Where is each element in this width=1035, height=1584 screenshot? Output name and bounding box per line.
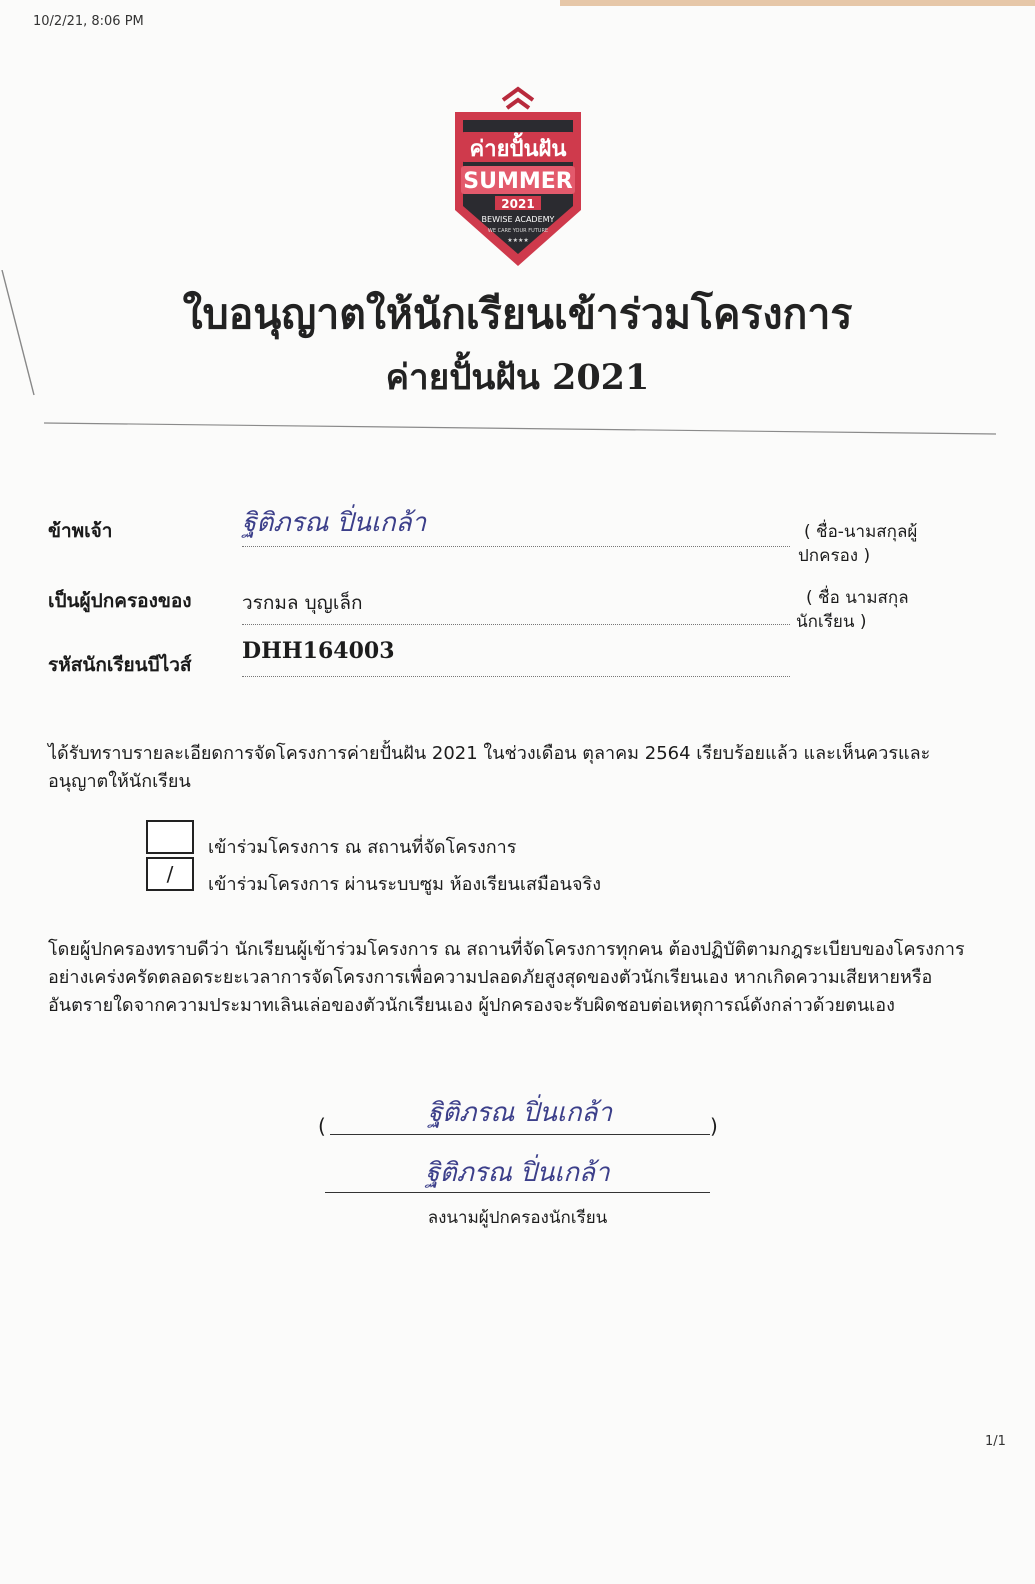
student-id-field[interactable]: [242, 638, 790, 677]
svg-text:SUMMER: SUMMER: [463, 169, 573, 194]
printed-name-line[interactable]: [325, 1152, 710, 1193]
liability-disclaimer: โดยผู้ปกครองทราบดีว่า นักเรียนผู้เข้าร่วมโครงการ ณ สถานที่จัดโครงการทุกคน ต้องปฏิบัติตามกฎระเบียบของโครงการอย่างเคร่งครัดตลอดระยะเวลาการจัดโครงการเพื่อความปลอดภัยสูงสุดของตัวนักเรียนเอง หากเกิดความเสียหายหรืออันตรายใดจากความประมาทเลินเล่อของตัวนักเรียนเอง ผู้ปกครองจะรับผิดชอบต่อเหตุการณ์ดังกล่าวด้วยตนเอง: [48, 939, 965, 1016]
print-timestamp: 10/2/21, 8:06 PM: [33, 14, 144, 29]
scan-border: [560, 0, 1035, 6]
signature-caption: ลงนามผู้ปกครองนักเรียน: [427, 1208, 608, 1228]
svg-text:WE CARE YOUR FUTURE: WE CARE YOUR FUTURE: [487, 228, 549, 234]
consent-statement: ได้รับทราบรายละเอียดการจัดโครงการค่ายปั้นฝัน 2021 ในช่วงเดือน ตุลาคม 2564 เรียบร้อยแล้ว และเห็นควรและอนุญาตให้นักเรียน: [48, 743, 931, 792]
camp-logo: [447, 86, 589, 270]
student-id-label: รหัสนักเรียนบีไวส์: [48, 654, 192, 676]
guardian-name-handwritten: ฐิติภรณ ปิ่นเกล้า: [242, 508, 427, 538]
student-field-note: ( ชื่อ นามสกุล นักเรียน ): [796, 588, 909, 632]
student-id-value: DHH164003: [242, 638, 395, 664]
signature-close-paren: ): [710, 1114, 718, 1138]
svg-text:★★★★: ★★★★: [507, 237, 529, 244]
svg-text:2021: 2021: [501, 197, 535, 211]
svg-text:BEWISE ACADEMY: BEWISE ACADEMY: [481, 215, 555, 224]
signature-handwritten: ฐิติภรณ ปิ่นเกล้า: [427, 1098, 613, 1128]
student-name-field[interactable]: [242, 588, 790, 625]
guardian-label: ข้าพเจ้า: [48, 520, 113, 542]
page-number: 1/1: [985, 1434, 1006, 1449]
svg-text:ค่ายปั้นฝัน: ค่ายปั้นฝัน: [469, 137, 567, 162]
option-zoom-checkbox[interactable]: /: [146, 857, 194, 891]
signature-line[interactable]: [330, 1092, 710, 1135]
printed-name-handwritten: ฐิติภรณ ปิ่นเกล้า: [425, 1158, 610, 1188]
option-onsite-checkbox[interactable]: [146, 820, 194, 854]
form-title: ใบอนุญาตให้นักเรียนเข้าร่วมโครงการ: [182, 290, 853, 338]
signature-open-paren: (: [318, 1114, 326, 1138]
option-zoom-label: เข้าร่วมโครงการ ผ่านระบบซูม ห้องเรียนเสมือนจริง: [208, 874, 601, 895]
guardian-name-field[interactable]: [242, 502, 790, 547]
guardian-field-note: ( ชื่อ-นามสกุลผู้ ปกครอง ): [798, 522, 918, 566]
form-subtitle: ค่ายปั้นฝัน 2021: [385, 357, 650, 398]
student-label: เป็นผู้ปกครองของ: [48, 590, 192, 612]
title-divider: [44, 422, 996, 438]
option-onsite-label: เข้าร่วมโครงการ ณ สถานที่จัดโครงการ: [208, 837, 517, 858]
student-name-value: วรกมล บุญเล็ก: [242, 592, 363, 614]
